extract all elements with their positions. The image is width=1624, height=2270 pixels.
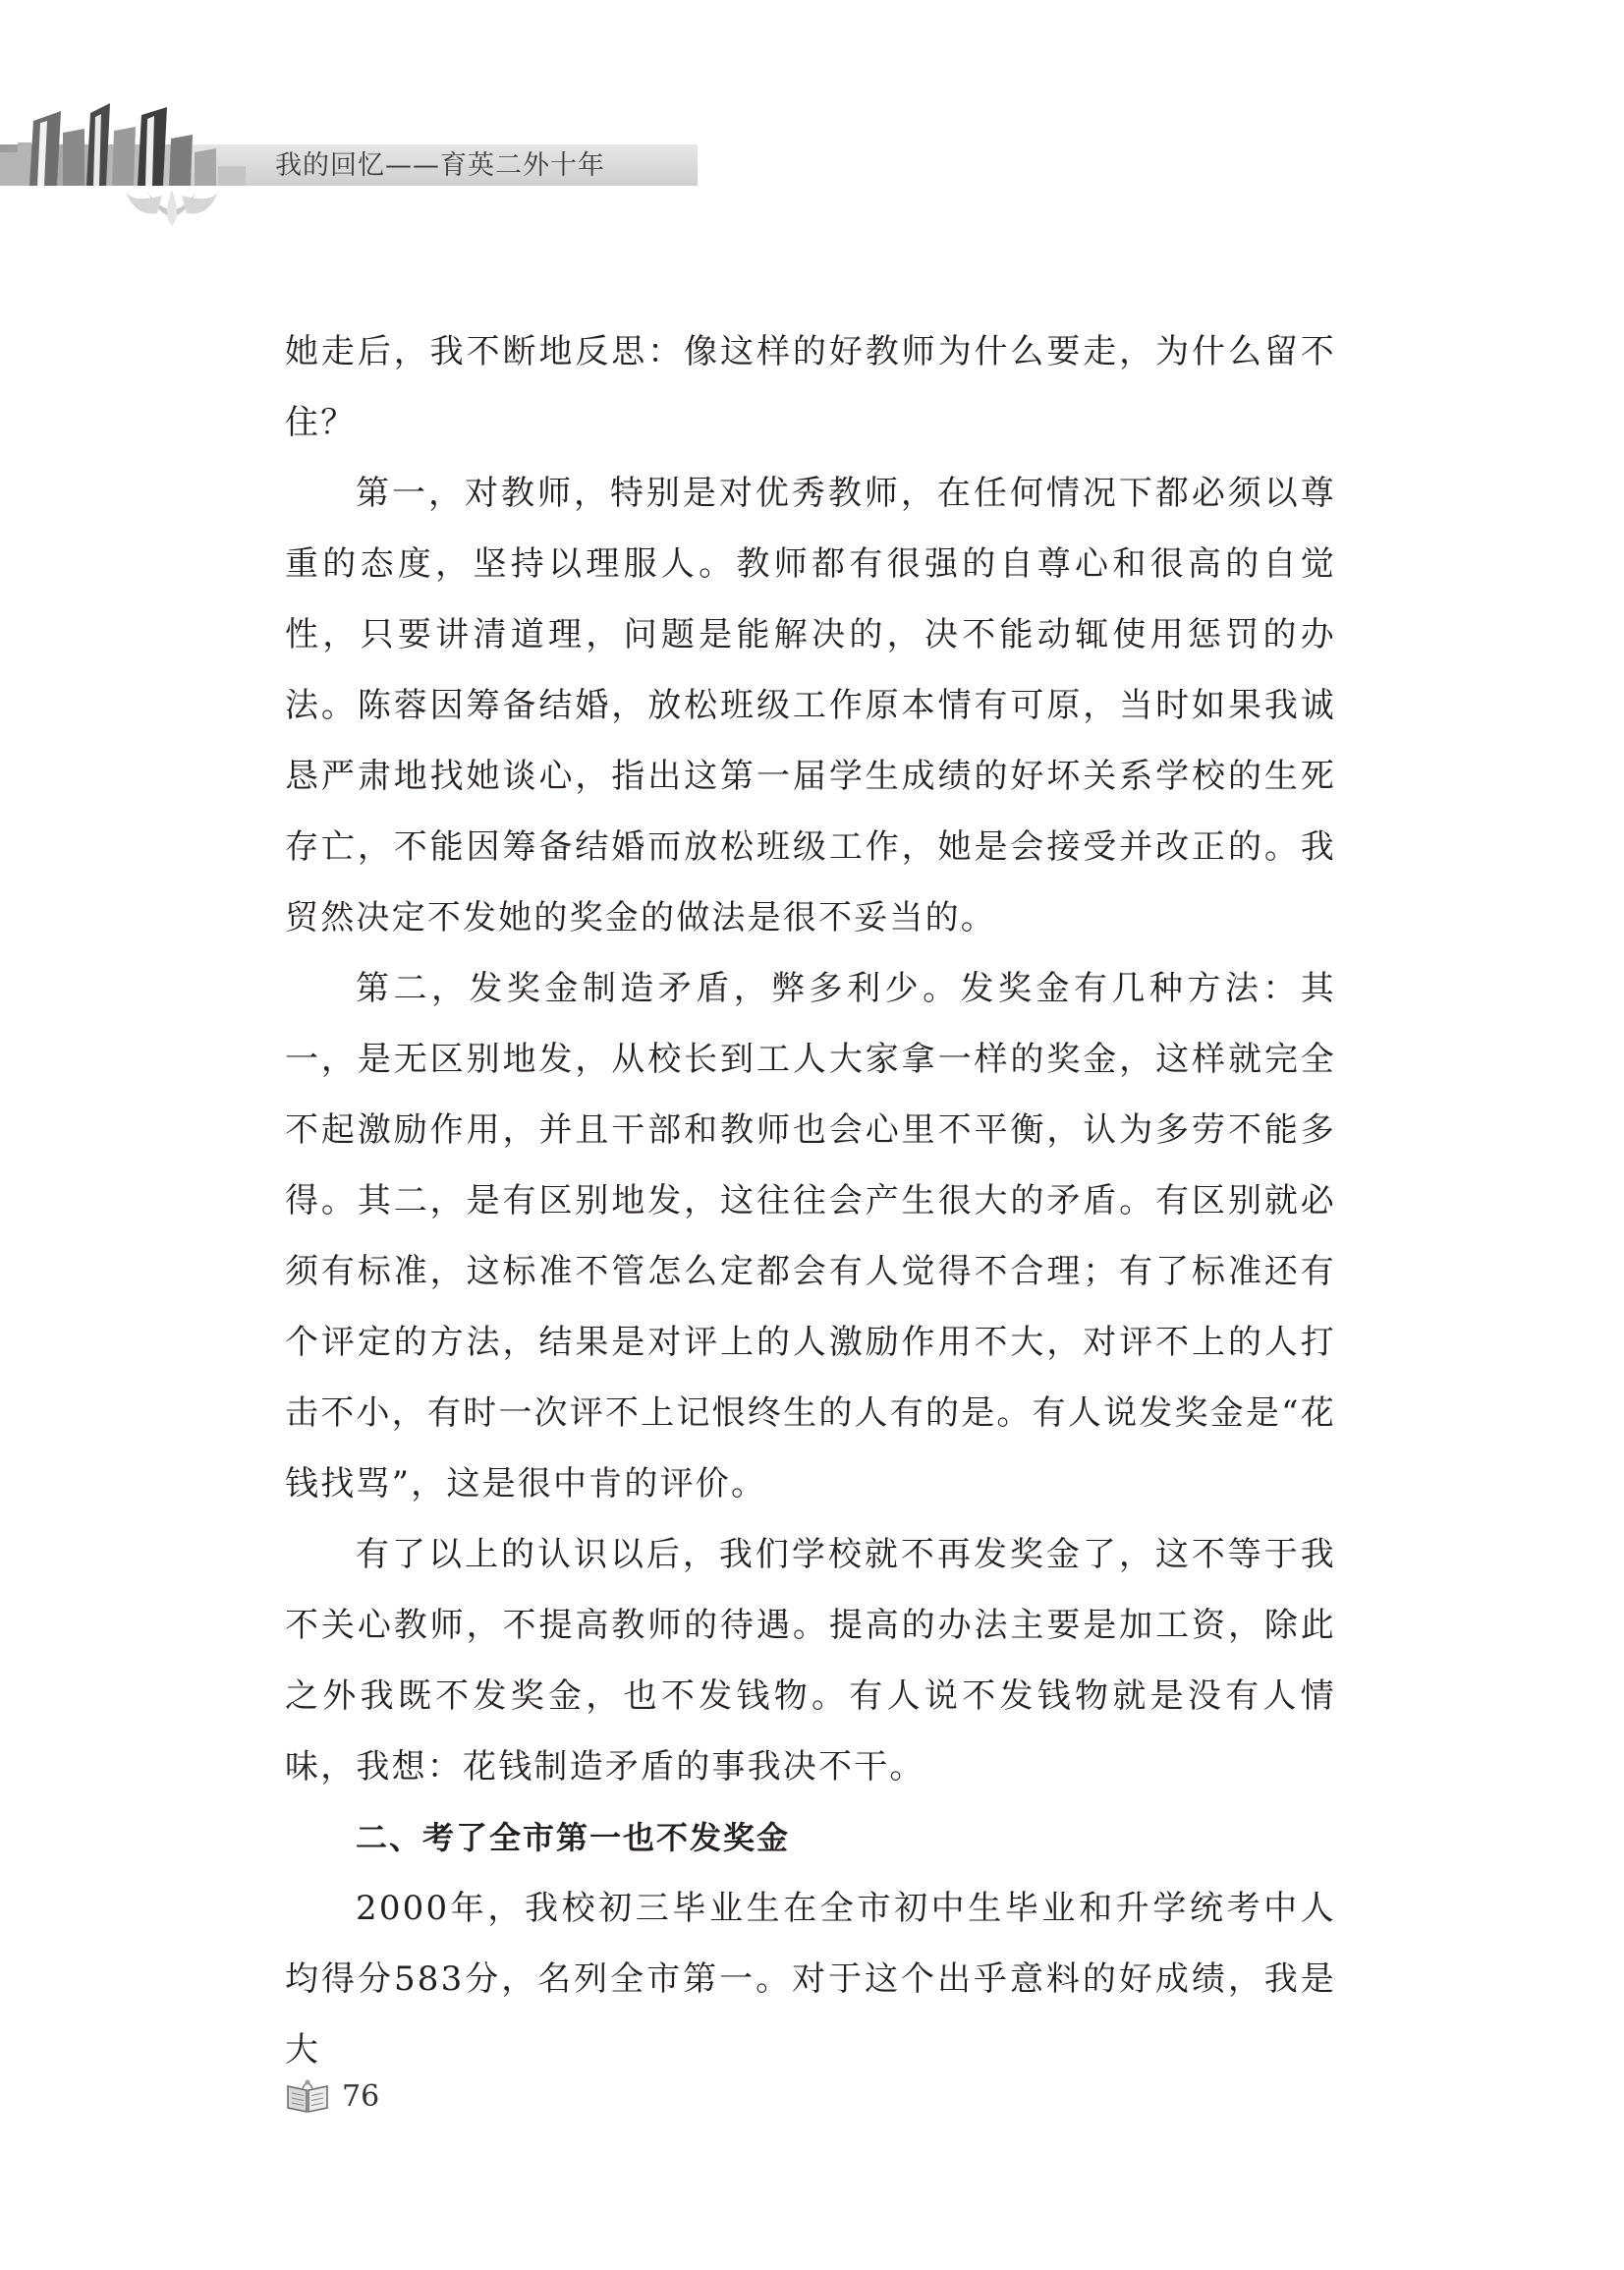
paragraph: 第二，发奖金制造矛盾，弊多利少。发奖金有几种方法：其一，是无区别地发，从校长到工人大家拿一样的奖金，这样就完全不起激励作用，并且干部和教师也会心里不平衡，认为多劳不能多得。其二，是有区别地发，这往往会产生很大的矛盾。有区别就必须有标准，这标准不管怎么定都会有人觉得不合理；有了标准还有个评定的方法，结果是对评上的人激励作用不大，对评不上的人打击不小，有时一次评不上记恨终生的人有的是。有人说发奖金是“花钱找骂”，这是很中肯的评价。 (285, 969, 1336, 1504)
page-body (285, 316, 1336, 2085)
paragraph: 2000年，我校初三毕业生在全市初中生毕业和升学统考中人均得分583分，名列全市第一。对于这个出乎意料的好成绩，我是大 (285, 1889, 1336, 2070)
open-book-icon (285, 2076, 330, 2116)
city-buildings-icon (0, 93, 275, 241)
paragraph: 她走后，我不断地反思：像这样的好教师为什么要走，为什么留不住？ (285, 332, 1336, 442)
section-heading: 二、考了全市第一也不发奖金 (356, 1819, 791, 1856)
paragraph: 有了以上的认识以后，我们学校就不再发奖金了，这不等于我不关心教师，不提高教师的待遇。提高的办法主要是加工资，除此之外我既不发奖金，也不发钱物。有人说不发钱物就是没有人情味，我想：花钱制造矛盾的事我决不干。 (285, 1535, 1336, 1787)
paragraph: 第一，对教师，特别是对优秀教师，在任何情况下都必须以尊重的态度，坚持以理服人。教师都有很强的自尊心和很高的自觉性，只要讲清道理，问题是能解决的，决不能动辄使用惩罚的办法。陈蓉因筹备结婚，放松班级工作原本情有可原，当时如果我诚恳严肃地找她谈心，指出这第一届学生成绩的好坏关系学校的生死存亡，不能因筹备结婚而放松班级工作，她是会接受并改正的。我贸然决定不发她的奖金的做法是很不妥当的。 (285, 474, 1336, 937)
header-title: 我的回忆——育英二外十年 (275, 150, 605, 181)
page-footer (285, 2073, 379, 2119)
running-header (0, 93, 707, 241)
page-number: 76 (342, 2078, 380, 2114)
